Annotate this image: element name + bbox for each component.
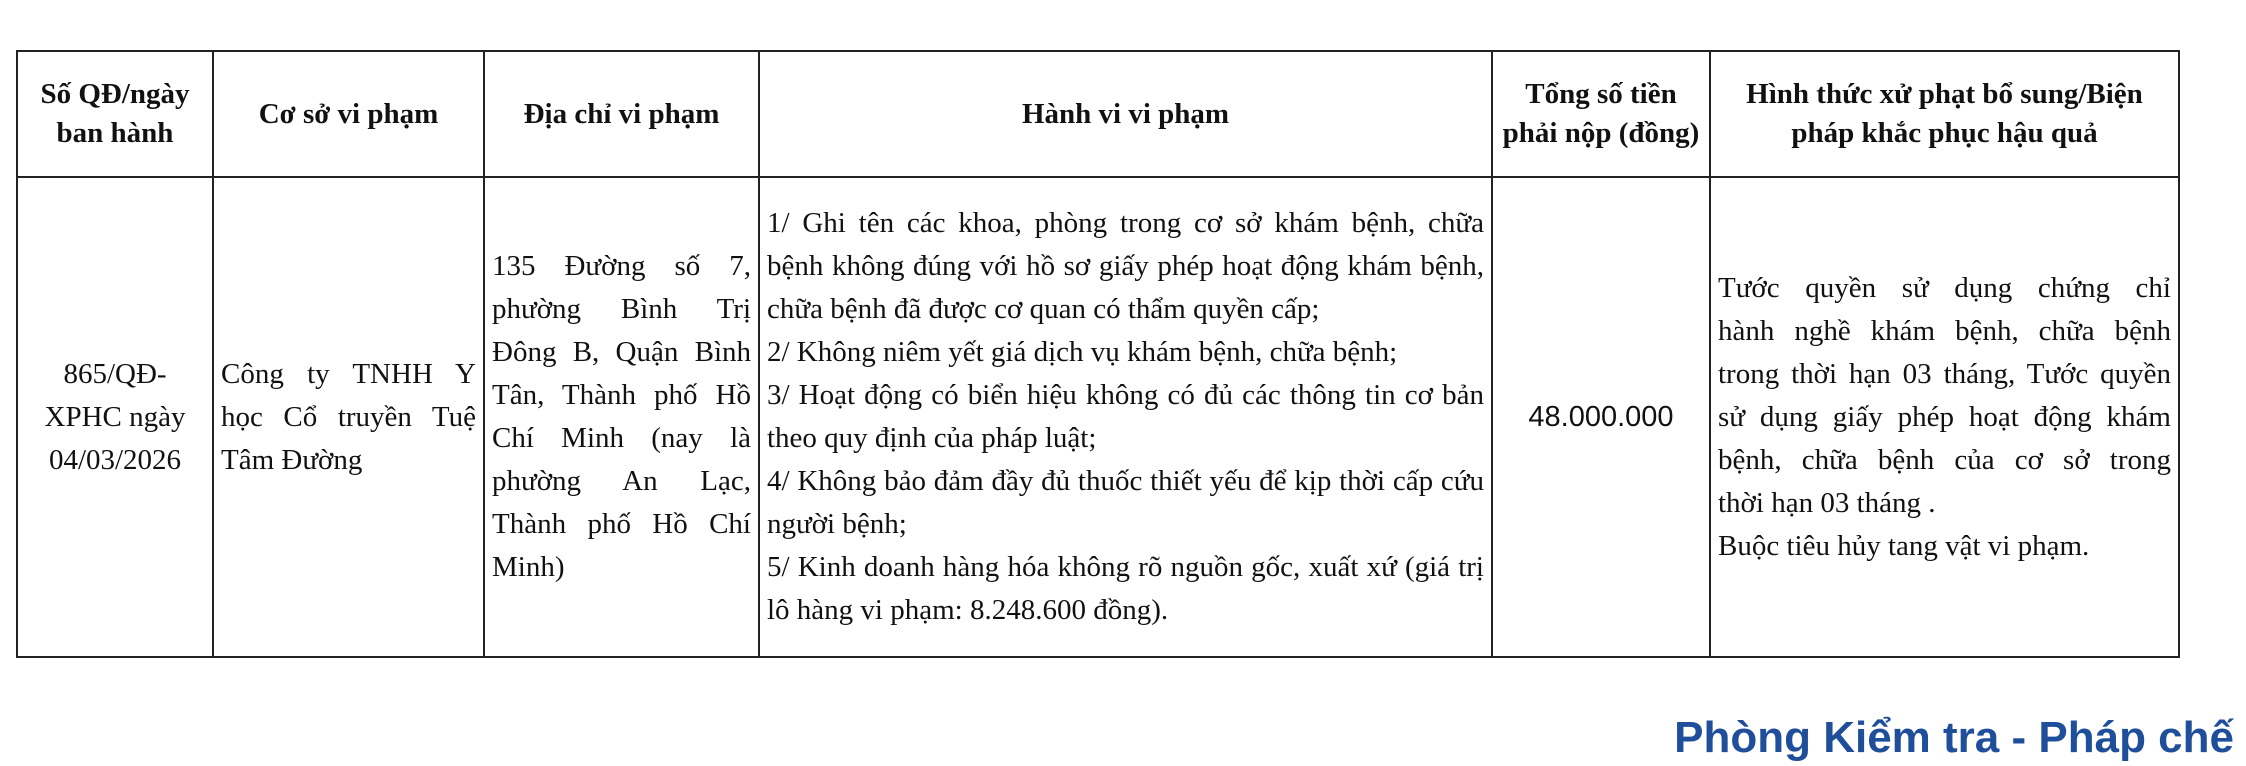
header-violations: Hành vi vi phạm (759, 51, 1492, 177)
header-penalty: Hình thức xử phạt bổ sung/Biện pháp khắc phục hậu quả (1710, 51, 2179, 177)
violations-cell (759, 177, 1492, 657)
penalty-cell (1710, 177, 2179, 657)
table-row (17, 177, 2179, 657)
facility-line: học Cổ truyền Tuệ (221, 400, 476, 433)
decision-line: XPHC ngày (44, 400, 186, 433)
footer-credit: Phòng Kiểm tra - Pháp chế (1674, 713, 2234, 762)
address-line: 135 Đường số 7, (492, 250, 751, 282)
penalty-line: thời hạn 03 tháng . (1718, 486, 1936, 519)
header-facility: Cơ sở vi phạm (213, 51, 484, 177)
table-header-row (17, 51, 2179, 177)
header-address: Địa chỉ vi phạm (484, 51, 759, 177)
address-line: phường Bình Trị (492, 293, 751, 325)
header-decision: Số QĐ/ngày ban hành (17, 51, 213, 177)
penalty-line: trong thời hạn 03 tháng, Tước quyền (1718, 357, 2171, 390)
violation-table (16, 50, 2180, 658)
address-line: phường An Lạc, (492, 465, 751, 497)
violation-item: 4/ Không bảo đảm đầy đủ thuốc thiết yếu để kịp thời cấp cứu người bệnh; (767, 465, 1484, 540)
penalty-line: hành nghề khám bệnh, chữa bệnh (1718, 314, 2171, 347)
violation-item: 5/ Kinh doanh hàng hóa không rõ nguồn gốc, xuất xứ (giá trị lô hàng vi phạm: 8.248.600 đồng). (767, 551, 1484, 626)
violation-item: 3/ Hoạt động có biển hiệu không có đủ các thông tin cơ bản theo quy định của pháp luật; (767, 379, 1484, 454)
penalty-line: Tước quyền sử dụng chứng chỉ (1718, 271, 2171, 304)
address-cell (484, 177, 759, 657)
decision-line: 04/03/2026 (48, 443, 182, 476)
decision-line: 865/QĐ- (63, 357, 167, 390)
penalty-line: sử dụng giấy phép hoạt động khám (1718, 400, 2171, 433)
facility-line: Công ty TNHH Y (221, 357, 476, 390)
address-line: Tân, Thành phố Hồ (492, 379, 751, 411)
facility-line: Tâm Đường (221, 443, 363, 476)
decision-cell (17, 177, 213, 657)
address-line: Chí Minh (nay là (492, 422, 751, 454)
header-total-fine: Tổng số tiền phải nộp (đồng) (1492, 51, 1710, 177)
address-line: Thành phố Hồ Chí (492, 508, 751, 540)
facility-cell (213, 177, 484, 657)
penalty-line: bệnh, chữa bệnh của cơ sở trong (1718, 443, 2171, 476)
violation-item: 2/ Không niêm yết giá dịch vụ khám bệnh, chữa bệnh; (767, 336, 1398, 368)
address-line: Minh) (492, 551, 565, 583)
address-line: Đông B, Quận Bình (492, 336, 751, 368)
total-fine-cell: 48.000.000 (1492, 177, 1710, 657)
violation-item: 1/ Ghi tên các khoa, phòng trong cơ sở khám bệnh, chữa bệnh không đúng với hồ sơ giấy phép hoạt động khám bệnh, chữa bệnh đã được cơ quan có thẩm quyền cấp; (767, 207, 1484, 325)
penalty-extra: Buộc tiêu hủy tang vật vi phạm. (1718, 529, 2090, 562)
